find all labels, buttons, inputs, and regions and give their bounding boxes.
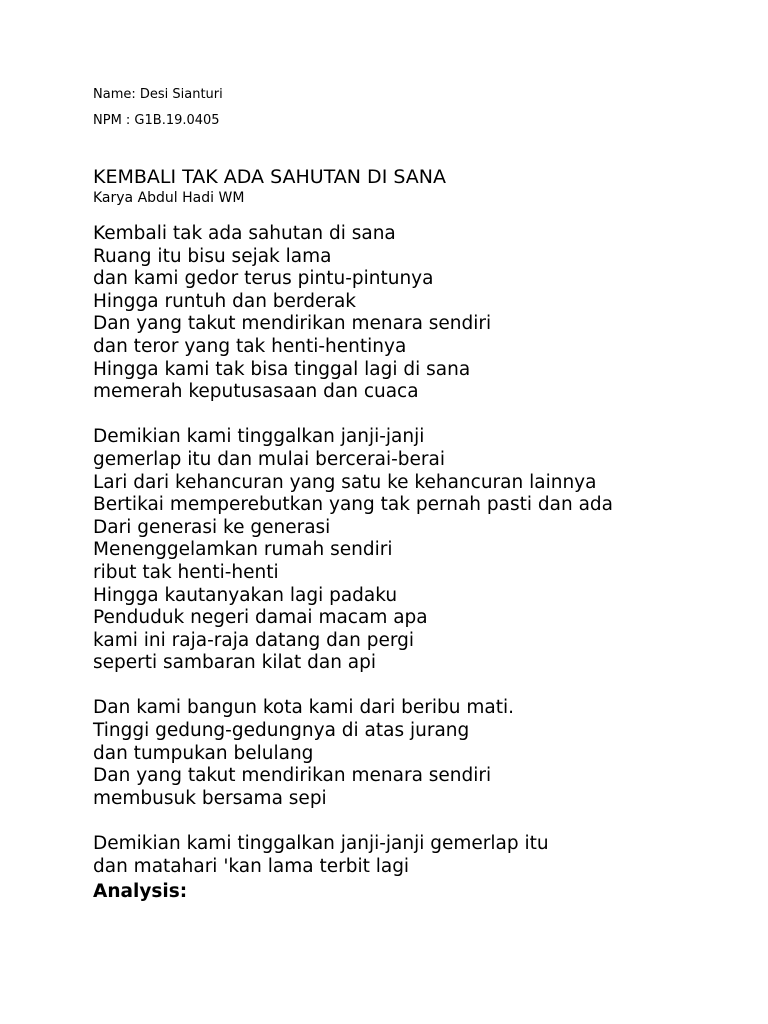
poem-line: Penduduk negeri damai macam apa [93,607,428,629]
poem-line: Demikian kami tinggalkan janji-janji [93,426,425,448]
poem-line: kami ini raja-raja datang dan pergi [93,629,415,651]
poem-line: Hingga kami tak bisa tinggal lagi di sana [93,358,471,380]
poem-line: Tinggi gedung-gedungnya di atas jurang [93,720,470,742]
poem-stanza [93,426,613,675]
poem-line: ribut tak henti-henti [93,561,279,583]
poem-title: KEMBALI TAK ADA SAHUTAN DI SANA [93,166,446,188]
poem-stanza [93,697,613,810]
poem-line: Dan kami bangun kota kami dari beribu mati. [93,697,515,719]
poem-line: Dan yang takut mendirikan menara sendiri [93,313,492,335]
poem-stanza [93,223,613,404]
poem-line: Bertikai memperebutkan yang tak pernah pasti dan ada [93,494,613,516]
poem-line: Ruang itu bisu sejak lama [93,245,332,267]
poem-line: gemerlap itu dan mulai bercerai-berai [93,448,446,470]
poem-author: Karya Abdul Hadi WM [93,190,245,206]
poem-line: Hingga kautanyakan lagi padaku [93,584,398,606]
poem-line: membusuk bersama sepi [93,787,327,809]
poem-line: seperti sambaran kilat dan api [93,652,377,674]
poem-line: Dan yang takut mendirikan menara sendiri [93,765,492,787]
poem-line: Lari dari kehancuran yang satu ke kehancuran lainnya [93,471,597,493]
poem-body [93,223,613,878]
poem-line: dan matahari 'kan lama terbit lagi [93,855,410,877]
poem-line: dan tumpukan belulang [93,742,314,764]
student-npm: NPM : G1B.19.0405 [93,113,220,128]
poem-line: Dari generasi ke generasi [93,516,331,538]
poem-stanza [93,833,613,878]
analysis-heading: Analysis: [93,881,188,902]
poem-line: Kembali tak ada sahutan di sana [93,223,396,244]
poem-line: memerah keputusasaan dan cuaca [93,381,419,403]
poem-line: Hingga runtuh dan berderak [93,290,356,312]
student-name: Name: Desi Sianturi [93,87,223,102]
poem-line: dan kami gedor terus pintu-pintunya [93,268,434,290]
poem-line: dan teror yang tak henti-hentinya [93,335,407,357]
poem-line: Demikian kami tinggalkan janji-janji gemerlap itu [93,833,549,855]
poem-line: Menenggelamkan rumah sendiri [93,539,393,561]
